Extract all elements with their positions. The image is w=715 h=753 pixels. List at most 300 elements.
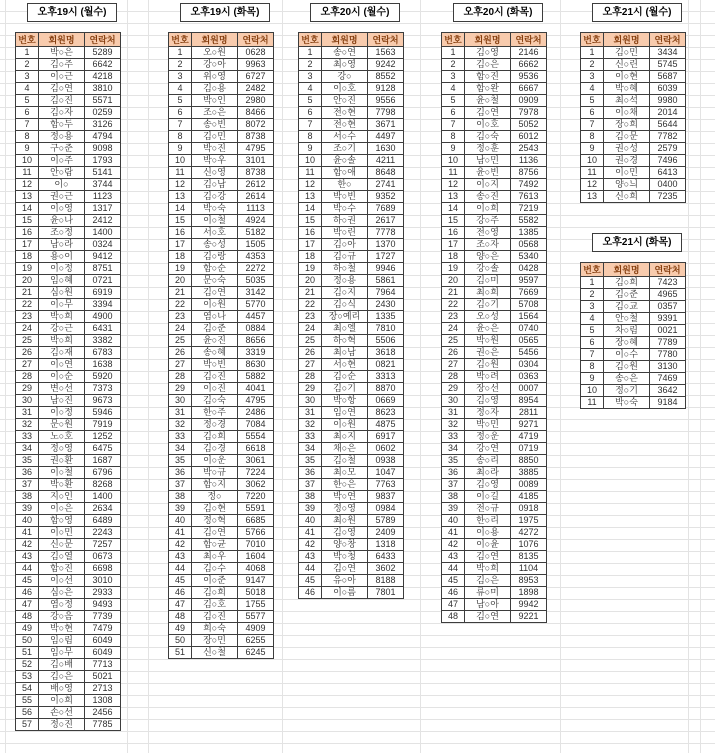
cell-number[interactable]: 31 <box>169 407 192 419</box>
cell-number[interactable]: 34 <box>16 443 39 455</box>
cell-number[interactable]: 37 <box>16 479 39 491</box>
cell-number[interactable]: 39 <box>16 503 39 515</box>
cell-number[interactable]: 15 <box>16 215 39 227</box>
cell-number[interactable]: 13 <box>442 191 465 203</box>
cell-member-name[interactable]: 윤○빈 <box>465 167 511 179</box>
cell-number[interactable]: 20 <box>16 275 39 287</box>
cell-member-name[interactable]: 박○환 <box>39 479 85 491</box>
cell-number[interactable]: 28 <box>442 371 465 383</box>
cell-number[interactable]: 39 <box>442 503 465 515</box>
cell-number[interactable]: 51 <box>16 647 39 659</box>
cell-number[interactable]: 10 <box>581 385 604 397</box>
cell-member-name[interactable]: 김○열 <box>39 551 85 563</box>
cell-contact[interactable]: 2741 <box>368 179 404 191</box>
cell-member-name[interactable]: 김○은 <box>39 671 85 683</box>
cell-number[interactable]: 18 <box>16 251 39 263</box>
cell-contact[interactable]: 6917 <box>368 431 404 443</box>
cell-number[interactable]: 41 <box>299 527 322 539</box>
cell-number[interactable]: 25 <box>442 335 465 347</box>
cell-number[interactable]: 28 <box>169 371 192 383</box>
cell-member-name[interactable]: 양○창 <box>322 539 368 551</box>
cell-contact[interactable]: 8268 <box>85 479 121 491</box>
cell-contact[interactable]: 2412 <box>85 215 121 227</box>
cell-member-name[interactable]: 강○근 <box>39 323 85 335</box>
cell-number[interactable]: 50 <box>169 635 192 647</box>
cell-number[interactable]: 11 <box>442 167 465 179</box>
cell-contact[interactable]: 6618 <box>238 443 274 455</box>
cell-contact[interactable]: 4719 <box>511 431 547 443</box>
cell-number[interactable]: 29 <box>299 383 322 395</box>
cell-member-name[interactable]: 양○은 <box>465 251 511 263</box>
cell-contact[interactable]: 0938 <box>368 455 404 467</box>
cell-member-name[interactable]: 박○희 <box>39 335 85 347</box>
cell-number[interactable]: 49 <box>169 623 192 635</box>
cell-number[interactable]: 20 <box>169 275 192 287</box>
cell-member-name[interactable]: 강○연 <box>465 443 511 455</box>
cell-contact[interactable]: 2146 <box>511 47 547 59</box>
cell-member-name[interactable]: 김○기 <box>322 383 368 395</box>
cell-member-name[interactable]: 조○은 <box>192 107 238 119</box>
cell-contact[interactable]: 3671 <box>368 119 404 131</box>
cell-number[interactable]: 29 <box>169 383 192 395</box>
cell-member-name[interactable]: 김○배 <box>39 659 85 671</box>
cell-contact[interactable]: 6245 <box>238 647 274 659</box>
cell-member-name[interactable]: 김○자 <box>39 107 85 119</box>
cell-member-name[interactable]: 송○성 <box>192 239 238 251</box>
cell-number[interactable]: 11 <box>581 167 604 179</box>
cell-number[interactable]: 17 <box>169 239 192 251</box>
cell-number[interactable]: 14 <box>299 203 322 215</box>
cell-member-name[interactable]: 김○영 <box>465 47 511 59</box>
cell-number[interactable]: 44 <box>442 563 465 575</box>
cell-number[interactable]: 10 <box>16 155 39 167</box>
cell-contact[interactable]: 5644 <box>650 119 686 131</box>
cell-contact[interactable]: 5021 <box>85 671 121 683</box>
cell-number[interactable]: 55 <box>16 695 39 707</box>
column-header-member-name[interactable]: 회원명 <box>465 33 511 47</box>
cell-member-name[interactable]: 신○철 <box>192 647 238 659</box>
cell-number[interactable]: 26 <box>169 347 192 359</box>
cell-contact[interactable]: 1898 <box>511 587 547 599</box>
column-header-member-name[interactable]: 회원명 <box>604 263 650 277</box>
cell-contact[interactable]: 1564 <box>511 311 547 323</box>
column-header-number[interactable]: 번호 <box>581 33 604 47</box>
cell-contact[interactable]: 4353 <box>238 251 274 263</box>
cell-contact[interactable]: 6727 <box>238 71 274 83</box>
cell-member-name[interactable]: 김○강 <box>192 191 238 203</box>
cell-member-name[interactable]: 최○남 <box>322 347 368 359</box>
cell-number[interactable]: 37 <box>299 479 322 491</box>
cell-contact[interactable]: 0628 <box>238 47 274 59</box>
cell-member-name[interactable]: 최○우 <box>192 551 238 563</box>
cell-member-name[interactable]: 신○희 <box>604 191 650 203</box>
cell-number[interactable]: 37 <box>442 479 465 491</box>
cell-member-name[interactable]: 전○현 <box>322 107 368 119</box>
cell-contact[interactable]: 0673 <box>85 551 121 563</box>
cell-contact[interactable]: 0821 <box>368 359 404 371</box>
cell-member-name[interactable]: 하○철 <box>322 263 368 275</box>
cell-number[interactable]: 24 <box>299 323 322 335</box>
cell-member-name[interactable]: 조○정 <box>39 227 85 239</box>
cell-contact[interactable]: 5591 <box>238 503 274 515</box>
cell-number[interactable]: 32 <box>299 419 322 431</box>
cell-number[interactable]: 46 <box>16 587 39 599</box>
cell-member-name[interactable]: 이○호 <box>322 83 368 95</box>
cell-member-name[interactable]: 이○민 <box>39 527 85 539</box>
cell-number[interactable]: 7 <box>442 119 465 131</box>
cell-member-name[interactable]: 김○순 <box>322 371 368 383</box>
cell-member-name[interactable]: 정○진 <box>39 719 85 731</box>
cell-number[interactable]: 5 <box>16 95 39 107</box>
cell-contact[interactable]: 7810 <box>368 323 404 335</box>
cell-contact[interactable]: 7713 <box>85 659 121 671</box>
cell-member-name[interactable]: 염○정 <box>39 599 85 611</box>
cell-contact[interactable]: 8466 <box>238 107 274 119</box>
cell-number[interactable]: 23 <box>16 311 39 323</box>
cell-number[interactable]: 6 <box>581 337 604 349</box>
cell-contact[interactable]: 2579 <box>650 143 686 155</box>
cell-contact[interactable]: 1318 <box>368 539 404 551</box>
cell-contact[interactable]: 2933 <box>85 587 121 599</box>
cell-number[interactable]: 4 <box>581 313 604 325</box>
cell-contact[interactable]: 0565 <box>511 335 547 347</box>
cell-member-name[interactable]: 박○숙 <box>192 203 238 215</box>
cell-contact[interactable]: 8623 <box>368 407 404 419</box>
cell-number[interactable]: 2 <box>16 59 39 71</box>
cell-number[interactable]: 16 <box>442 227 465 239</box>
cell-contact[interactable]: 9942 <box>511 599 547 611</box>
cell-contact[interactable]: 8954 <box>511 395 547 407</box>
cell-contact[interactable]: 1563 <box>368 47 404 59</box>
cell-contact[interactable]: 7496 <box>650 155 686 167</box>
cell-number[interactable]: 9 <box>16 143 39 155</box>
cell-contact[interactable]: 3010 <box>85 575 121 587</box>
cell-member-name[interactable]: 윤○솔 <box>322 155 368 167</box>
cell-number[interactable]: 15 <box>299 215 322 227</box>
cell-contact[interactable]: 6012 <box>511 131 547 143</box>
cell-number[interactable]: 7 <box>299 119 322 131</box>
cell-member-name[interactable]: 김○남 <box>192 179 238 191</box>
cell-number[interactable]: 2 <box>581 59 604 71</box>
cell-member-name[interactable]: 김○원 <box>465 359 511 371</box>
cell-contact[interactable]: 7220 <box>238 491 274 503</box>
cell-number[interactable]: 21 <box>299 287 322 299</box>
cell-contact[interactable]: 4795 <box>238 143 274 155</box>
cell-contact[interactable]: 1400 <box>85 227 121 239</box>
cell-contact[interactable]: 7084 <box>238 419 274 431</box>
cell-member-name[interactable]: 신○영 <box>192 167 238 179</box>
cell-number[interactable]: 33 <box>442 431 465 443</box>
cell-member-name[interactable]: 권○환 <box>39 455 85 467</box>
cell-contact[interactable]: 2811 <box>511 407 547 419</box>
cell-number[interactable]: 32 <box>169 419 192 431</box>
cell-contact[interactable]: 0428 <box>511 263 547 275</box>
cell-number[interactable]: 43 <box>169 551 192 563</box>
cell-number[interactable]: 4 <box>169 83 192 95</box>
cell-number[interactable]: 9 <box>169 143 192 155</box>
cell-contact[interactable]: 0918 <box>511 503 547 515</box>
cell-contact[interactable]: 7492 <box>511 179 547 191</box>
cell-number[interactable]: 2 <box>299 59 322 71</box>
cell-member-name[interactable]: 이○선 <box>39 575 85 587</box>
cell-member-name[interactable]: 문○숙 <box>192 275 238 287</box>
cell-member-name[interactable]: 구○준 <box>39 143 85 155</box>
cell-number[interactable]: 8 <box>16 131 39 143</box>
cell-number[interactable]: 32 <box>16 419 39 431</box>
cell-member-name[interactable]: 김○주 <box>39 59 85 71</box>
cell-contact[interactable]: 6685 <box>238 515 274 527</box>
cell-member-name[interactable]: 김○희 <box>192 431 238 443</box>
cell-member-name[interactable]: 박○빈 <box>192 359 238 371</box>
cell-contact[interactable]: 2713 <box>85 683 121 695</box>
cell-number[interactable]: 1 <box>16 47 39 59</box>
cell-member-name[interactable]: 김○연 <box>465 551 511 563</box>
cell-contact[interactable]: 1975 <box>511 515 547 527</box>
cell-contact[interactable]: 0400 <box>650 179 686 191</box>
cell-contact[interactable]: 7373 <box>85 383 121 395</box>
cell-number[interactable]: 22 <box>16 299 39 311</box>
cell-number[interactable]: 23 <box>299 311 322 323</box>
cell-member-name[interactable]: 신○린 <box>604 59 650 71</box>
cell-contact[interactable]: 0719 <box>511 443 547 455</box>
cell-number[interactable]: 3 <box>581 301 604 313</box>
cell-number[interactable]: 13 <box>299 191 322 203</box>
cell-contact[interactable]: 7479 <box>85 623 121 635</box>
cell-member-name[interactable]: 위○영 <box>192 71 238 83</box>
cell-member-name[interactable]: 이○무 <box>39 299 85 311</box>
cell-member-name[interactable]: 희○숙 <box>192 623 238 635</box>
cell-number[interactable]: 11 <box>169 167 192 179</box>
cell-member-name[interactable]: 차○림 <box>604 325 650 337</box>
cell-number[interactable]: 28 <box>299 371 322 383</box>
cell-member-name[interactable]: 이○영 <box>39 203 85 215</box>
cell-contact[interactable]: 3810 <box>85 83 121 95</box>
cell-member-name[interactable]: 김○용 <box>192 83 238 95</box>
column-header-member-name[interactable]: 회원명 <box>39 33 85 47</box>
column-header-contact[interactable]: 연락처 <box>650 263 686 277</box>
cell-number[interactable]: 31 <box>299 407 322 419</box>
cell-contact[interactable]: 0089 <box>511 479 547 491</box>
cell-number[interactable]: 5 <box>581 325 604 337</box>
cell-contact[interactable]: 1076 <box>511 539 547 551</box>
cell-member-name[interactable]: 최○석 <box>604 95 650 107</box>
cell-number[interactable]: 42 <box>442 539 465 551</box>
cell-number[interactable]: 45 <box>299 575 322 587</box>
cell-member-name[interactable]: 정○기 <box>604 385 650 397</box>
cell-number[interactable]: 20 <box>442 275 465 287</box>
cell-contact[interactable]: 4218 <box>85 71 121 83</box>
cell-contact[interactable]: 6783 <box>85 347 121 359</box>
cell-number[interactable]: 47 <box>442 599 465 611</box>
column-header-contact[interactable]: 연락처 <box>511 33 547 47</box>
cell-number[interactable]: 27 <box>169 359 192 371</box>
cell-contact[interactable]: 4497 <box>368 131 404 143</box>
cell-member-name[interactable]: 남○아 <box>465 599 511 611</box>
cell-contact[interactable]: 3602 <box>368 563 404 575</box>
cell-contact[interactable]: 4068 <box>238 563 274 575</box>
cell-member-name[interactable]: 양○늬 <box>604 179 650 191</box>
cell-member-name[interactable]: 정○영 <box>39 443 85 455</box>
cell-member-name[interactable]: 변○선 <box>39 383 85 395</box>
cell-contact[interactable]: 7919 <box>85 419 121 431</box>
cell-contact[interactable]: 7669 <box>511 287 547 299</box>
cell-contact[interactable]: 9221 <box>511 611 547 623</box>
cell-contact[interactable]: 4185 <box>511 491 547 503</box>
cell-contact[interactable]: 4211 <box>368 155 404 167</box>
cell-contact[interactable]: 7778 <box>368 227 404 239</box>
cell-number[interactable]: 3 <box>169 71 192 83</box>
cell-number[interactable]: 4 <box>16 83 39 95</box>
cell-member-name[interactable]: 김○희 <box>192 587 238 599</box>
cell-member-name[interactable]: 박○항 <box>322 395 368 407</box>
cell-contact[interactable]: 5687 <box>650 71 686 83</box>
cell-contact[interactable]: 8870 <box>368 383 404 395</box>
cell-number[interactable]: 4 <box>299 83 322 95</box>
cell-number[interactable]: 30 <box>169 395 192 407</box>
cell-number[interactable]: 27 <box>16 359 39 371</box>
cell-contact[interactable]: 0602 <box>368 443 404 455</box>
cell-member-name[interactable]: 류○미 <box>465 587 511 599</box>
cell-contact[interactable]: 1047 <box>368 467 404 479</box>
cell-member-name[interactable]: 강○음 <box>39 611 85 623</box>
cell-contact[interactable]: 3061 <box>238 455 274 467</box>
cell-member-name[interactable]: 정○용 <box>39 131 85 143</box>
cell-member-name[interactable]: 장○예리 <box>322 311 368 323</box>
cell-member-name[interactable]: 송○리 <box>465 455 511 467</box>
cell-number[interactable]: 13 <box>169 191 192 203</box>
cell-member-name[interactable]: 김○아 <box>322 239 368 251</box>
cell-member-name[interactable]: 이○희 <box>465 203 511 215</box>
cell-member-name[interactable]: 심○은 <box>39 587 85 599</box>
cell-contact[interactable]: 1604 <box>238 551 274 563</box>
cell-number[interactable]: 4 <box>442 83 465 95</box>
cell-member-name[interactable]: 이○윤 <box>465 539 511 551</box>
cell-number[interactable]: 7 <box>16 119 39 131</box>
cell-contact[interactable]: 1687 <box>85 455 121 467</box>
cell-member-name[interactable]: 박○희 <box>465 563 511 575</box>
cell-member-name[interactable]: 이○원 <box>322 419 368 431</box>
cell-number[interactable]: 3 <box>442 71 465 83</box>
cell-member-name[interactable]: 임○혜 <box>39 275 85 287</box>
cell-member-name[interactable]: 서○수 <box>322 131 368 143</box>
cell-number[interactable]: 27 <box>299 359 322 371</box>
cell-number[interactable]: 22 <box>442 299 465 311</box>
cell-member-name[interactable]: 이○원 <box>192 299 238 311</box>
cell-contact[interactable]: 3744 <box>85 179 121 191</box>
cell-contact[interactable]: 8656 <box>238 335 274 347</box>
cell-contact[interactable]: 2614 <box>238 191 274 203</box>
cell-number[interactable]: 45 <box>16 575 39 587</box>
cell-number[interactable]: 24 <box>16 323 39 335</box>
cell-contact[interactable]: 9536 <box>511 71 547 83</box>
cell-contact[interactable]: 6255 <box>238 635 274 647</box>
cell-contact[interactable]: 2482 <box>238 83 274 95</box>
cell-contact[interactable]: 6642 <box>85 59 121 71</box>
cell-contact[interactable]: 2543 <box>511 143 547 155</box>
cell-member-name[interactable]: 송○은 <box>604 373 650 385</box>
cell-member-name[interactable]: 안○철 <box>604 313 650 325</box>
cell-contact[interactable]: 9128 <box>368 83 404 95</box>
cell-number[interactable]: 13 <box>581 191 604 203</box>
cell-contact[interactable]: 3130 <box>650 361 686 373</box>
cell-member-name[interactable]: 권○경 <box>604 155 650 167</box>
cell-number[interactable]: 7 <box>169 119 192 131</box>
cell-contact[interactable]: 5456 <box>511 347 547 359</box>
cell-contact[interactable]: 2014 <box>650 107 686 119</box>
cell-member-name[interactable]: 전○현 <box>322 119 368 131</box>
cell-contact[interactable]: 2617 <box>368 215 404 227</box>
cell-member-name[interactable]: 김○현 <box>192 503 238 515</box>
cell-contact[interactable]: 7010 <box>238 539 274 551</box>
cell-number[interactable]: 38 <box>16 491 39 503</box>
cell-contact[interactable]: 4272 <box>511 527 547 539</box>
cell-member-name[interactable]: 김○숙 <box>192 395 238 407</box>
cell-member-name[interactable]: 함○애 <box>322 167 368 179</box>
cell-member-name[interactable]: 정○ <box>192 491 238 503</box>
cell-contact[interactable]: 0884 <box>238 323 274 335</box>
cell-contact[interactable]: 3642 <box>650 385 686 397</box>
cell-member-name[interactable]: 한○ <box>322 179 368 191</box>
cell-contact[interactable]: 1317 <box>85 203 121 215</box>
cell-member-name[interactable]: 임○림 <box>39 635 85 647</box>
cell-contact[interactable]: 7978 <box>511 107 547 119</box>
cell-member-name[interactable]: 이○연 <box>39 359 85 371</box>
cell-member-name[interactable]: 김○원 <box>604 361 650 373</box>
cell-number[interactable]: 8 <box>169 131 192 143</box>
cell-contact[interactable]: 1385 <box>511 227 547 239</box>
cell-member-name[interactable]: 김○민 <box>192 131 238 143</box>
cell-contact[interactable]: 7739 <box>85 611 121 623</box>
cell-member-name[interactable]: 함○두 <box>39 119 85 131</box>
cell-number[interactable]: 31 <box>16 407 39 419</box>
cell-number[interactable]: 7 <box>581 349 604 361</box>
cell-contact[interactable]: 5035 <box>238 275 274 287</box>
cell-contact[interactable]: 3885 <box>511 467 547 479</box>
cell-number[interactable]: 36 <box>169 467 192 479</box>
cell-number[interactable]: 44 <box>299 563 322 575</box>
cell-member-name[interactable]: 김○랑 <box>192 251 238 263</box>
cell-member-name[interactable]: 함○완 <box>465 83 511 95</box>
cell-number[interactable]: 40 <box>299 515 322 527</box>
cell-number[interactable]: 56 <box>16 707 39 719</box>
column-header-contact[interactable]: 연락처 <box>85 33 121 47</box>
cell-member-name[interactable]: 박○려 <box>465 371 511 383</box>
cell-contact[interactable]: 6667 <box>511 83 547 95</box>
cell-number[interactable]: 41 <box>442 527 465 539</box>
cell-member-name[interactable]: 이○용 <box>465 527 511 539</box>
cell-contact[interactable]: 7219 <box>511 203 547 215</box>
cell-number[interactable]: 33 <box>169 431 192 443</box>
cell-member-name[interactable]: 함○영 <box>39 515 85 527</box>
cell-number[interactable]: 32 <box>442 419 465 431</box>
cell-number[interactable]: 8 <box>442 131 465 143</box>
cell-contact[interactable]: 6796 <box>85 467 121 479</box>
cell-number[interactable]: 36 <box>299 467 322 479</box>
cell-member-name[interactable]: 전○규 <box>465 503 511 515</box>
cell-member-name[interactable]: 안○진 <box>322 95 368 107</box>
cell-contact[interactable]: 0984 <box>368 503 404 515</box>
cell-member-name[interactable]: 윤○은 <box>465 323 511 335</box>
cell-member-name[interactable]: 김○재 <box>39 347 85 359</box>
cell-contact[interactable]: 2612 <box>238 179 274 191</box>
cell-contact[interactable]: 1370 <box>368 239 404 251</box>
cell-contact[interactable]: 3434 <box>650 47 686 59</box>
cell-contact[interactable]: 5577 <box>238 611 274 623</box>
cell-contact[interactable]: 1505 <box>238 239 274 251</box>
cell-member-name[interactable]: 김○호 <box>192 599 238 611</box>
cell-member-name[interactable]: 이○름 <box>322 587 368 599</box>
cell-member-name[interactable]: 이○은 <box>39 503 85 515</box>
